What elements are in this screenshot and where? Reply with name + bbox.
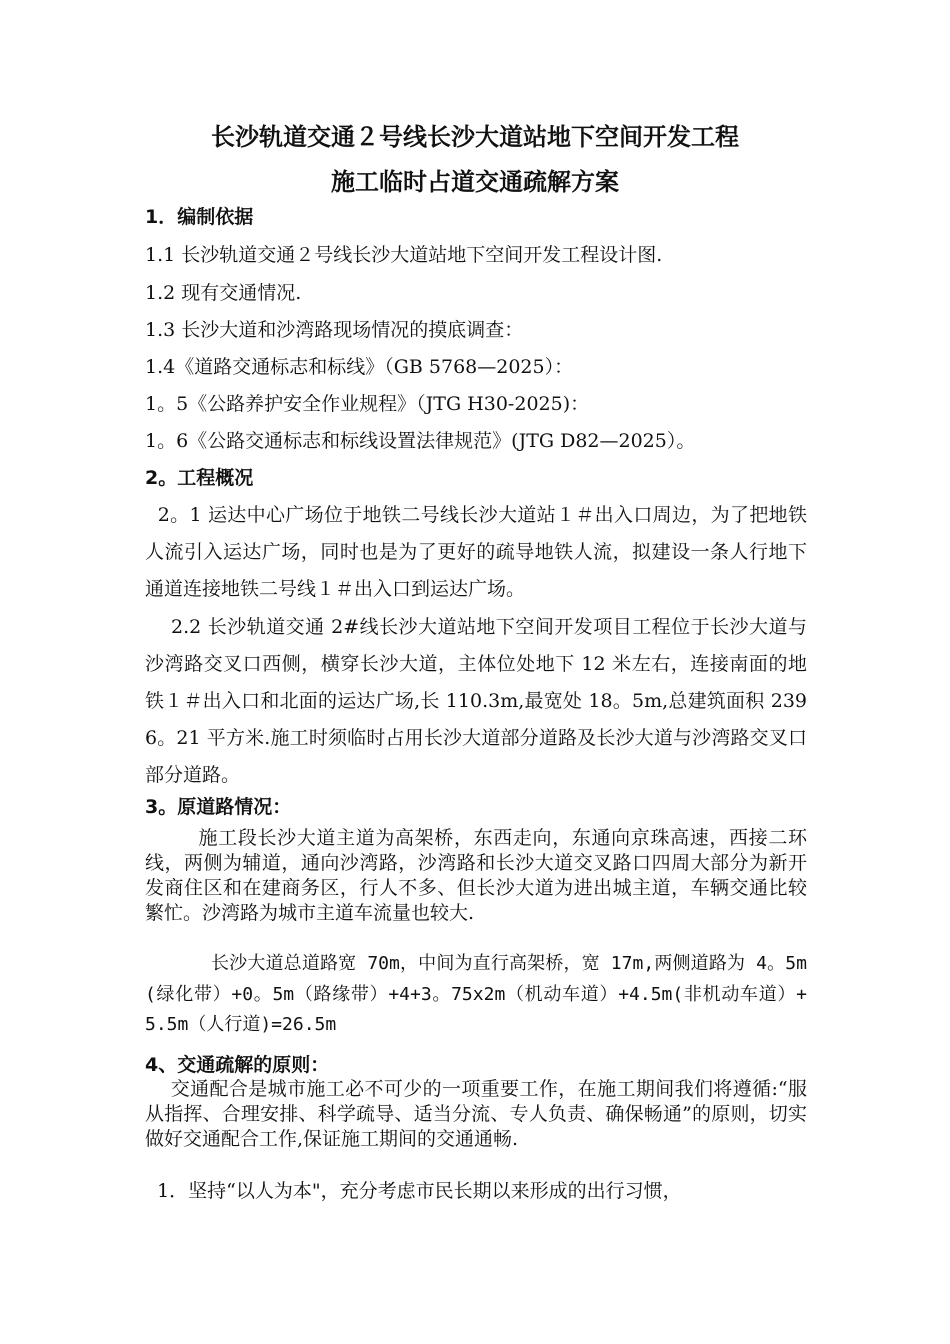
section-2-paragraph-2: 2.2 长沙轨道交通 2#线长沙大道站地下空间开发项目工程位于长沙大道与沙湾路交叉口西侧，横穿长沙大道，主体位处地下 12 米左右，连接南面的地铁１＃出入口和北面的运达广场,长 110.3m,最宽处 18。5m,总建筑面积 2396。21 平方米.施工时须临时占用长沙大道部分道路及长沙大道与沙湾路交叉口部分道路。 [145,616,807,786]
section-3-paragraph-1: 施工段长沙大道主道为高架桥，东西走向，东通向京珠高速，西接二环线，两侧为辅道，通向沙湾路，沙湾路和长沙大道交叉路口四周大部分为新开发商住区和在建商务区，行人不多、但长沙大道为进出城主道，车辆交通比较繁忙。沙湾路为城市主道车流量也较大. [145,827,807,924]
section-1-heading: 1．编制依据 [145,206,254,228]
section-1-item-6: 1。6《公路交通标志和标线设置法律规范》(JTG D82—2025）。 [145,430,696,452]
section-4-paragraph-1: 交通配合是城市施工必不可少的一项重要工作，在施工期间我们将遵循:“服从指挥、合理安排、科学疏导、适当分流、专人负责、确保畅通”的原则，切实做好交通配合工作,保证施工期间的交通通畅. [145,1078,807,1150]
section-4-heading: 4、交通疏解的原则： [145,1054,330,1076]
section-1-item-3: 1.3 长沙大道和沙湾路现场情况的摸底调查： [145,319,524,341]
section-1-item-1: 1.1 长沙轨道交通２号线长沙大道站地下空间开发工程设计图. [145,244,663,266]
section-2-heading: 2。工程概况 [145,467,254,489]
section-1-item-4: 1.4《道路交通标志和标线》（GB 5768—2025）： [145,356,574,378]
section-4-item-1: 1．坚持“以人为本"，充分考虑市民长期以来形成的出行习惯， [145,1180,682,1202]
section-1-item-5: 1。5《公路养护安全作业规程》（JTG H30-2025)： [145,393,590,415]
section-1-item-2: 1.2 现有交通情况. [145,282,302,304]
document-title-line-2: 施工临时占道交通疏解方案 [331,168,619,196]
section-2-paragraph-1: 2。1 运达中心广场位于地铁二号线长沙大道站１＃出入口周边，为了把地铁人流引入运达广场，同时也是为了更好的疏导地铁人流，拟建设一条人行地下通道连接地铁二号线１＃出入口到运达广场。 [145,504,807,600]
section-3-heading: 3。原道路情况： [145,796,292,818]
document-title-line-1: 长沙轨道交通２号线长沙大道站地下空间开发工程 [211,123,739,151]
section-3-paragraph-2: 长沙大道总道路宽 70m，中间为直行高架桥，宽 17m,两侧道路为 4。5m(绿化带）+0。5m（路缘带）+4+3。75x2m（机动车道）+4.5m(非机动车道）+5.5m（人行道)=26.5m [145,953,807,1035]
